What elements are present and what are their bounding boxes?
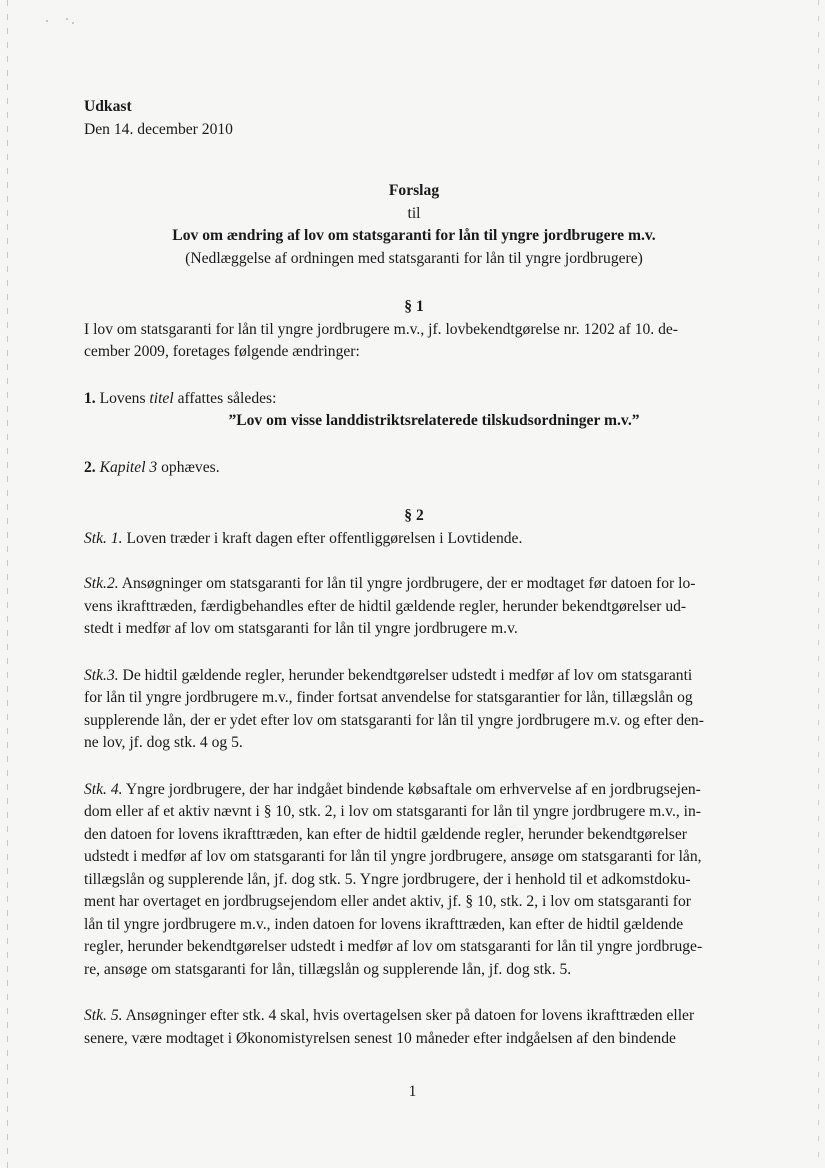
- stk-line: ment har overtaget en jordbrugsejendom eller andet aktiv, jf. § 10, stk. 2, i lov om statsgaranti for: [84, 893, 691, 910]
- stk-line: [84, 779, 744, 802]
- law-title: Lov om ændring af lov om statsgaranti for lån til yngre jordbrugere m.v.: [172, 227, 656, 244]
- section-1-intro-line: I lov om statsgaranti for lån til yngre jordbrugere m.v., jf. lovbekendtgørelse nr. 1202 af 10. de-: [84, 320, 678, 338]
- stk-line: re, ansøge om statsgaranti for lån, tillægslån og supplerende lån, jf. dog stk. 5.: [84, 960, 572, 978]
- stk-line: [84, 665, 744, 688]
- stk-line: for lån til yngre jordbrugere m.v., finder fortsat anvendelse for statsgarantier for lån, tillægslån og: [84, 689, 693, 706]
- amendment-text: affattes således:: [173, 389, 277, 407]
- stk-text: Yngre jordbrugere, der har indgået bindende købsaftale om erhvervelse af en jordbrugsejen-: [122, 780, 701, 798]
- stk-1: [84, 528, 744, 551]
- stk-text: Loven træder i kraft dagen efter offentliggørelsen i Lovtidende.: [122, 529, 523, 547]
- stk-text: De hidtil gældende regler, herunder bekendtgørelser udstedt i medfør af lov om statsgaranti: [118, 666, 693, 684]
- law-subtitle: (Nedlæggelse af ordningen med statsgaranti for lån til yngre jordbrugere): [185, 249, 643, 267]
- stk-line: udstedt i medfør af lov om statsgaranti for lån til yngre jordbrugere, ansøge om statsgaranti for lån,: [84, 848, 702, 865]
- stk-4: [84, 779, 744, 982]
- stk-label: Stk. 4.: [84, 780, 123, 798]
- stk-line: ne lov, jf. dog stk. 4 og 5.: [84, 734, 243, 751]
- stk-line: supplerende lån, der er ydet efter lov om statsgaranti for lån til yngre jordbrugere m.v. og efter den-: [84, 711, 704, 729]
- stk-label: Stk.2.: [84, 575, 119, 592]
- stk-line: [84, 1005, 744, 1028]
- amendment-italic: Kapitel 3: [99, 458, 158, 476]
- stk-line: [84, 573, 744, 596]
- stk-line: stedt i medfør af lov om statsgaranti for lån til yngre jordbrugere m.v.: [84, 620, 518, 637]
- stk-label: Stk. 1.: [84, 529, 123, 547]
- section-2-heading: § 2: [404, 507, 424, 524]
- draft-label: Udkast: [84, 98, 132, 115]
- stk-text: Ansøgninger om statsgaranti for lån til yngre jordbrugere, der er modtaget før datoen for lo-: [118, 575, 696, 592]
- stk-3: [84, 665, 744, 755]
- amendment-item-1: [84, 388, 744, 411]
- stk-line: regler, herunder bekendtgørelser udstedt i medfør af lov om statsgaranti for lån til yngre jordbruge-: [84, 938, 703, 955]
- proposal-label: Forslag: [388, 182, 440, 199]
- draft-date: Den 14. december 2010: [84, 120, 233, 138]
- scan-speck: [46, 20, 48, 22]
- stk-label: Stk. 5.: [84, 1007, 123, 1024]
- stk-line: den datoen for lovens ikrafttræden, kan efter de hidtil gældende regler, herunder bekendtgørelser: [84, 825, 687, 843]
- stk-5: [84, 1005, 744, 1050]
- proposal-til: til: [407, 204, 421, 222]
- stk-line: dom eller af et aktiv nævnt i § 10, stk. 2, i lov om statsgaranti for lån til yngre jordbrugere m.v., in-: [84, 803, 701, 820]
- stk-label: Stk.3.: [84, 666, 119, 684]
- document-body: [84, 96, 744, 1050]
- stk-text: Ansøgninger efter stk. 4 skal, hvis overtagelsen sker på datoen for lovens ikrafttræden eller: [122, 1007, 695, 1024]
- amendment-italic: titel: [149, 389, 174, 407]
- amendment-item-2: [84, 457, 744, 480]
- section-1-intro-line: cember 2009, foretages følgende ændringer:: [84, 343, 360, 360]
- scan-speck: [66, 18, 68, 20]
- stk-line: lån til yngre jordbrugere m.v., inden datoen for lovens ikrafttræden, kan efter de hidtil gældende: [84, 915, 684, 933]
- scan-edge-right: [818, 0, 819, 1168]
- amendment-text: Lovens: [95, 389, 150, 407]
- stk-line: tillægslån og supplerende lån, jf. dog stk. 5. Yngre jordbrugere, der i henhold til et adkomstdoku-: [84, 870, 691, 888]
- scan-edge-left: [7, 0, 8, 1168]
- stk-2: [84, 573, 744, 641]
- section-1-heading: § 1: [404, 298, 424, 315]
- amendment-text: ophæves.: [157, 458, 220, 476]
- page-number: 1: [408, 1083, 417, 1100]
- new-law-title: ”Lov om visse landdistriktsrelaterede tilskudsordninger m.v.”: [228, 412, 640, 429]
- scan-speck: [72, 22, 74, 24]
- stk-line: vens ikrafttræden, færdigbehandles efter de hidtil gældende regler, herunder bekendtgørelser ud-: [84, 597, 687, 615]
- stk-line: senere, være modtaget i Økonomistyrelsen senest 10 måneder efter indgåelsen af den bindende: [84, 1029, 676, 1047]
- amendment-number: 2.: [84, 458, 96, 476]
- amendment-number: 1.: [84, 389, 96, 407]
